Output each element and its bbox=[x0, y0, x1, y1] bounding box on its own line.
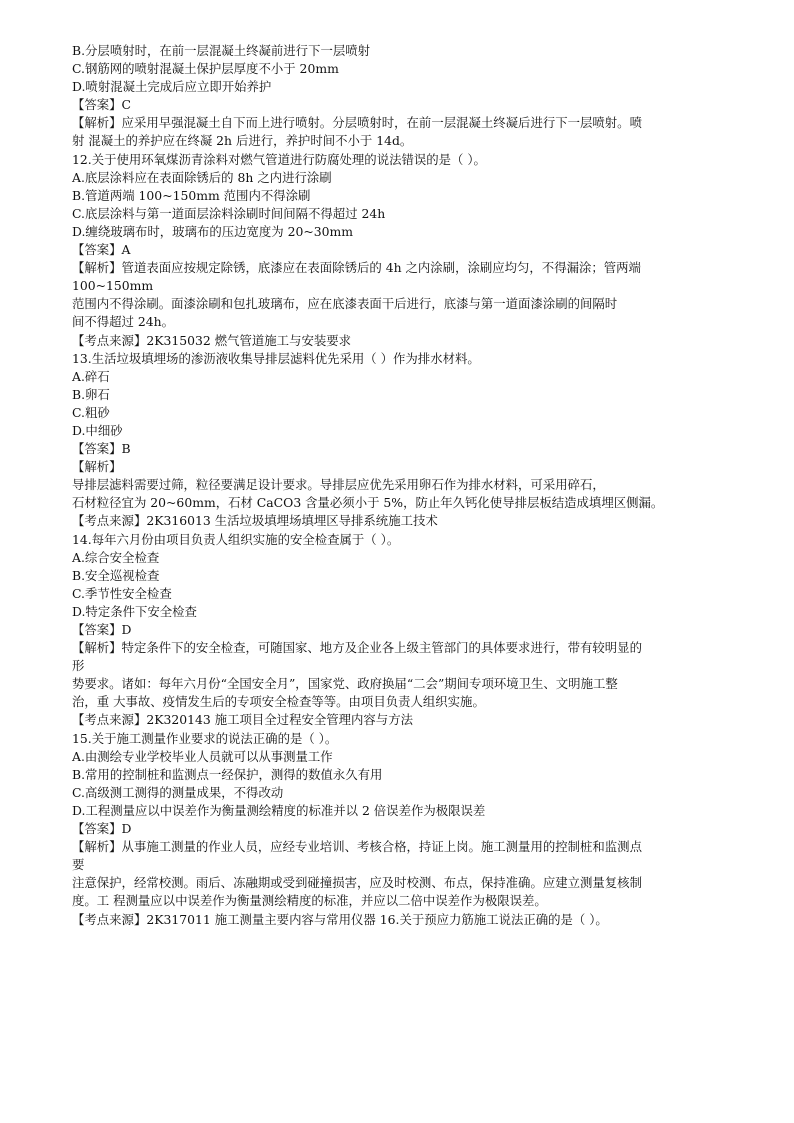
text-line: 石材粒径宜为 20~60mm，石材 CaCO3 含量必须小于 5%，防止年久钙化使导排层板结造成填埋区侧漏。 bbox=[72, 495, 664, 511]
text-line: D.工程测量应以中误差作为衡量测绘精度的标准并以 2 倍误差作为极限误差 bbox=[72, 802, 486, 818]
text-line: A.由测绘专业学校毕业人员就可以从事测量工作 bbox=[72, 748, 333, 764]
text-line: 【解析】特定条件下的安全检查，可随国家、地方及企业各上级主管部门的具体要求进行，带有较明显的 bbox=[72, 640, 642, 656]
text-line: C.粗砂 bbox=[72, 404, 110, 420]
text-line: 治，重 大事故、疫情发生后的专项安全检查等等。由项目负责人组织实施。 bbox=[72, 694, 485, 710]
text-line: C.高级测工测得的测量成果，不得改动 bbox=[72, 784, 284, 800]
text-line: C.钢筋网的喷射混凝土保护层厚度不小于 20mm bbox=[72, 61, 339, 77]
text-line: 范围内不得涂刷。面漆涂刷和包扎玻璃布，应在底漆表面干后进行，底漆与第一道面漆涂刷的间隔时 bbox=[72, 296, 618, 312]
text-line: D.中细砂 bbox=[72, 422, 123, 438]
text-line: 要 bbox=[72, 857, 85, 873]
text-line: D.特定条件下安全检查 bbox=[72, 603, 197, 619]
text-line: 间不得超过 24h。 bbox=[72, 314, 175, 330]
text-line: 【答案】B bbox=[72, 441, 131, 457]
text-line: B.常用的控制桩和监测点一经保护，测得的数值永久有用 bbox=[72, 766, 383, 782]
text-line: 【解析】应采用早强混凝土自下而上进行喷射。分层喷射时，在前一层混凝土终凝后进行下一层喷射。喷 bbox=[72, 115, 642, 131]
text-line: A.碎石 bbox=[72, 368, 110, 384]
text-line: 【考点来源】2K320143 施工项目全过程安全管理内容与方法 bbox=[72, 712, 413, 728]
text-line: B.管道两端 100~150mm 范围内不得涂刷 bbox=[72, 187, 311, 203]
text-line: C.底层涂料与第一道面层涂料涂刷时间间隔不得超过 24h bbox=[72, 205, 386, 221]
document-body bbox=[72, 42, 722, 929]
text-line: 【考点来源】2K315032 燃气管道施工与安装要求 bbox=[72, 332, 352, 348]
text-line: 【考点来源】2K316013 生活垃圾填埋场填埋区导排系统施工技术 bbox=[72, 513, 438, 529]
text-line: A.底层涂料应在表面除锈后的 8h 之内进行涂刷 bbox=[72, 169, 332, 185]
text-line: 【答案】A bbox=[72, 242, 131, 258]
text-line: 【答案】D bbox=[72, 622, 132, 637]
text-line: B.安全巡视检查 bbox=[72, 567, 160, 583]
text-line: 【答案】D bbox=[72, 821, 132, 837]
text-line: 【考点来源】2K317011 施工测量主要内容与常用仪器 16.关于预应力筋施工说法正确的是（ ）。 bbox=[72, 911, 608, 927]
text-line: A.综合安全检查 bbox=[72, 549, 160, 565]
text-line: 【解析】管道表面应按规定除锈，底漆应在表面除锈后的 4h 之内涂刷，涂刷应均匀，不得漏涂；管两端 bbox=[72, 260, 641, 276]
text-line: 导排层滤料需要过筛，粒径要满足设计要求。导排层应优先采用卵石作为排水材料，可采用碎石， bbox=[72, 477, 605, 493]
text-line: 形 bbox=[72, 658, 85, 674]
text-line: 12.关于使用环氧煤沥青涂料对燃气管道进行防腐处理的说法错误的是（ ）。 bbox=[72, 151, 486, 167]
text-line: D.缠绕玻璃布时，玻璃布的压边宽度为 20~30mm bbox=[72, 223, 354, 239]
text-line: 【解析】从事施工测量的作业人员，应经专业培训、考核合格，持证上岗。施工测量用的控制桩和监测点 bbox=[72, 839, 642, 855]
text-line: 100~150mm bbox=[72, 278, 154, 294]
text-line: 度。工 程测量应以中误差作为衡量测绘精度的标准，并应以二倍中误差作为极限误差。 bbox=[72, 893, 547, 909]
text-line: C.季节性安全检查 bbox=[72, 585, 172, 601]
text-line: 【答案】C bbox=[72, 97, 132, 113]
text-line: 15.关于施工测量作业要求的说法正确的是（ ）。 bbox=[72, 730, 338, 746]
text-line: B.分层喷射时，在前一层混凝土终凝前进行下一层喷射 bbox=[72, 43, 371, 58]
text-line: 势要求。诸如：每年六月份“全国安全月”，国家党、政府换届“二会”期间专项环境卫生、文明施工整 bbox=[72, 676, 618, 692]
text-line: 【解析】 bbox=[72, 459, 122, 475]
text-line: 注意保护，经常校测。雨后、冻融期或受到碰撞损害，应及时校测、布点，保持准确。应建立测量复核制 bbox=[72, 875, 642, 891]
text-line: B.卵石 bbox=[72, 386, 110, 402]
text-line: D.喷射混凝土完成后应立即开始养护 bbox=[72, 79, 272, 95]
text-line: 14.每年六月份由项目负责人组织实施的安全检查属于（ ）。 bbox=[72, 531, 400, 547]
text-line: 13.生活垃圾填埋场的渗沥液收集导排层滤料优先采用（ ）作为排水材料。 bbox=[72, 350, 480, 366]
text-line: 射 混凝土的养护应在终凝 2h 后进行，养护时间不小于 14d。 bbox=[72, 133, 413, 149]
